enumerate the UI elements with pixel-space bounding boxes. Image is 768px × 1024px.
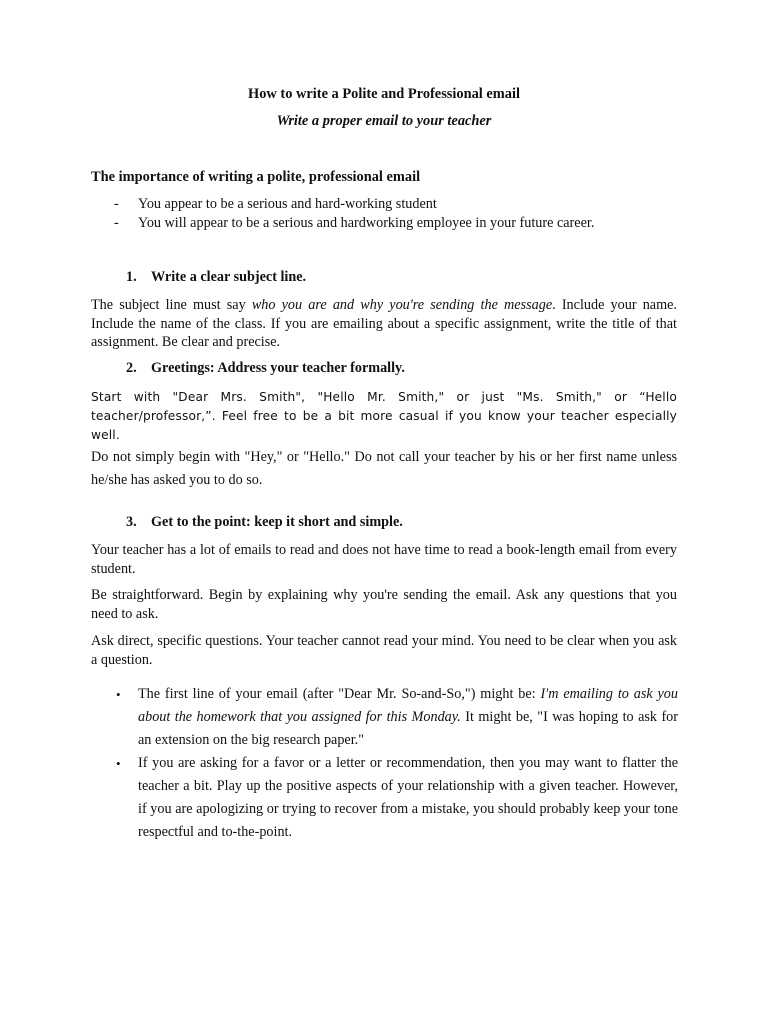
bullet-text-part: The first line of your email (after "Dear Mr. So-and-So,") might be:	[138, 686, 541, 702]
section-1-heading	[126, 269, 306, 286]
section-3-heading	[126, 514, 403, 531]
section-3-paragraph: Your teacher has a lot of emails to read and does not have time to read a book-length email from every student.	[91, 542, 677, 577]
bullet-marker: •	[116, 756, 121, 771]
section-number: 2.	[126, 360, 137, 376]
document-title: How to write a Polite and Professional email	[248, 86, 520, 102]
paragraph-text: The subject line must say	[91, 297, 252, 313]
bullet-text	[138, 752, 678, 844]
section-3-paragraph: Ask direct, specific questions. Your teacher cannot read your mind. You need to be clear when you ask a question.	[91, 633, 677, 668]
importance-item-text: You appear to be a serious and hard-working student	[138, 196, 437, 212]
bullet-text	[138, 683, 678, 752]
section-number: 1.	[126, 269, 137, 285]
section-number: 3.	[126, 514, 137, 530]
importance-heading: The importance of writing a polite, professional email	[91, 169, 421, 185]
document-subtitle: Write a proper email to your teacher	[276, 113, 492, 129]
section-2-paragraph-2: Do not simply begin with "Hey," or "Hello." Do not call your teacher by his or her first name unless he/she has asked you to do so.	[91, 449, 677, 488]
section-2-paragraph-1: Start with "Dear Mrs. Smith", "Hello Mr. Smith," or just "Ms. Smith," or “Hello teacher/professor,”. Feel free to be a bit more casual if you know your teacher especially well.	[91, 390, 677, 442]
paragraph-text: . Include your name. Include the name of the class. If you are emailing about a specific assignment, write the title of that assignment. Be clear and precise.	[91, 297, 677, 350]
dash-marker: -	[114, 196, 119, 212]
importance-item-text: You will appear to be a serious and hardworking employee in your future career.	[138, 215, 595, 231]
dash-marker: -	[114, 215, 119, 231]
section-3-paragraph: Be straightforward. Begin by explaining why you're sending the email. Ask any questions that you need to ask.	[91, 587, 677, 622]
section-heading-text: Get to the point: keep it short and simple.	[151, 514, 403, 530]
bullet-emphasis: I'm emailing to ask you about the homework that you assigned for this Monday.	[138, 686, 678, 725]
bullet-text-part: It might be, "I was hoping to ask for an extension on the big research paper."	[138, 709, 678, 748]
section-heading-text: Greetings: Address your teacher formally.	[151, 360, 405, 376]
bullet-text-part: If you are asking for a favor or a letter or recommendation, then you may want to flatter the teacher a bit. Play up the positive aspects of your relationship with a given teacher. However, if you are apologizing or trying to recover from a mistake, you should probably keep your tone respectful and to-the-point.	[138, 755, 678, 840]
paragraph-emphasis: who you are and why you're sending the message	[251, 297, 553, 313]
bullet-marker: •	[116, 687, 121, 702]
section-heading-text: Write a clear subject line.	[151, 269, 307, 285]
section-1-paragraph	[91, 296, 677, 352]
section-2-heading	[126, 360, 405, 377]
